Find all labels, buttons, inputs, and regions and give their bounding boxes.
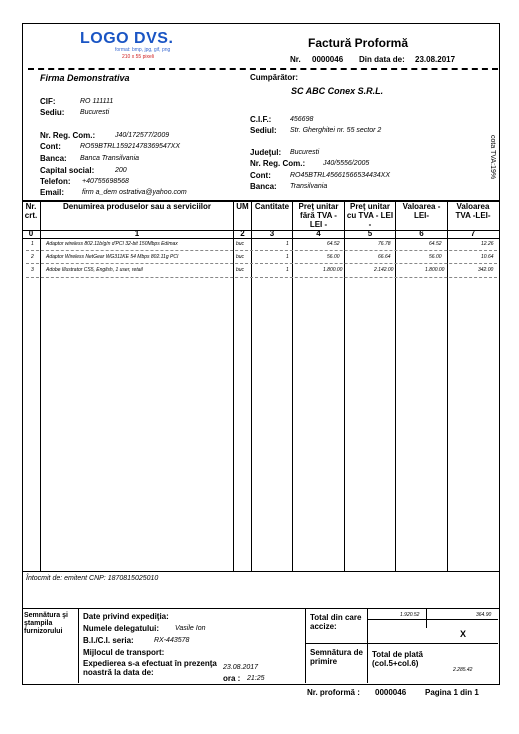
row-pret-cu-tva: 76.78: [378, 241, 391, 247]
supplier-name: Firma Demonstrativa: [40, 73, 130, 83]
header-um: UM: [236, 202, 249, 211]
row-separator: [26, 263, 497, 264]
supplier-banca-label: Banca:: [40, 154, 67, 163]
proforma-number-label: Nr. proformă :: [307, 688, 360, 697]
buyer-regcom: J40/5556/2005: [323, 160, 370, 167]
id-series-label: B.I./C.I. seria:: [83, 636, 134, 645]
row-nr: 1: [31, 241, 34, 247]
invoice-title: Factură Proformă: [308, 36, 409, 50]
header-separator: [28, 68, 498, 70]
header-denumire: Denumirea produselor sau a serviciilor: [62, 202, 212, 211]
row-separator: [26, 277, 497, 278]
footer-accize-divider: [305, 643, 498, 644]
buyer-label: Cumpărător:: [250, 73, 299, 82]
supplier-telefon-label: Telefon:: [40, 177, 71, 186]
col-number-7: 7: [470, 229, 476, 238]
supplier-sediu-label: Sediu:: [40, 108, 65, 117]
buyer-cont: RO45BTRL45661566534434XX: [290, 172, 391, 179]
row-denumire: Adaptor Wireless NetGear WG311KE 54 Mbps 802.11g PCI: [46, 254, 179, 260]
buyer-name: SC ABC Conex S.R.L.: [291, 86, 384, 96]
row-pret-fara-tva: 56.00: [327, 254, 340, 260]
buyer-sediu-label: Sediul:: [250, 126, 277, 135]
header-pret-fara-tva: Preţ unitar fără TVA - LEI -: [298, 202, 339, 229]
header-nr-crt: Nr. crt.: [24, 202, 38, 220]
col-number-2: 2: [240, 229, 245, 238]
supplier-sediu: Bucuresti: [80, 109, 110, 116]
expedition-time: 21:25: [247, 675, 265, 682]
row-valoarea: 1.800.00: [425, 267, 445, 273]
row-separator: [26, 250, 497, 251]
buyer-sediu: Str. Gherghitei nr. 55 sector 2: [290, 127, 382, 134]
row-nr: 2: [31, 254, 34, 260]
row-valoarea: 56.00: [429, 254, 442, 260]
supplier-capital: 200: [115, 167, 127, 174]
id-series: RX-443578: [154, 637, 190, 644]
col-number-6: 6: [419, 229, 424, 238]
supplier-signature-label: Semnătura şi ştampila furnizorului: [24, 612, 68, 635]
supplier-regcom-label: Nr. Reg. Com.:: [40, 131, 96, 140]
supplier-cont-label: Cont:: [40, 142, 61, 151]
row-valoarea-tva: 10.64: [481, 254, 494, 260]
col-number-3: 3: [269, 229, 275, 238]
delegate-name: Vasile Ion: [175, 625, 206, 632]
buyer-banca: Transilvania: [290, 183, 328, 190]
footer-col-2: [305, 608, 306, 683]
row-pret-cu-tva: 66.64: [378, 254, 391, 260]
buyer-cif-label: C.I.F.:: [250, 115, 272, 124]
supplier-email: firm a_dem ostrativa@yahoo.com: [82, 189, 187, 196]
supplier-cif-label: CIF:: [40, 97, 56, 106]
header-valoarea-tva: Valoarea TVA -LEI-: [455, 202, 491, 220]
buyer-banca-label: Banca:: [250, 182, 277, 191]
supplier-cont: RO59BTRL15921478369547XX: [80, 143, 181, 150]
total-label: Total din care accize:: [310, 613, 362, 631]
row-um: buc: [236, 267, 245, 273]
row-nr: 3: [31, 267, 34, 273]
logo-text-main: LOGO: [80, 30, 130, 47]
total-value: 1.920.52: [400, 612, 420, 618]
receipt-signature-label: Semnătura de primire: [310, 648, 363, 666]
buyer-cif: 456698: [290, 116, 314, 123]
logo-size-text: 210 x 55 pixeli: [122, 54, 154, 60]
invoice-number: 0000046: [312, 55, 344, 64]
supplier-email-label: Email:: [40, 188, 65, 197]
row-valoarea-tva: 12.26: [481, 241, 494, 247]
footer-top-border: [22, 608, 499, 609]
row-valoarea: 64.52: [429, 241, 442, 247]
total-payment-label: Total de plată (col.5+col.6): [372, 650, 423, 668]
header-cantitate: Cantitate: [254, 202, 290, 211]
prepared-by: Întocmit de: emitent CNP: 1870815025010: [26, 575, 159, 582]
logo-text-rest: DVS.: [129, 30, 174, 47]
invoice-number-label: Nr.: [290, 55, 301, 64]
shipping-info-label: Date privind expediţia:: [83, 612, 169, 621]
row-denumire: Adobe Illustrator CS5, English, 1 user, retail: [46, 267, 143, 273]
row-um: buc: [236, 254, 245, 260]
excise-mark: X: [460, 629, 467, 639]
total-payment-value: 2.285.42: [453, 667, 473, 673]
row-pret-cu-tva: 2.142.00: [374, 267, 394, 273]
invoice-date: 23.08.2017: [415, 55, 456, 64]
col-number-5: 5: [367, 229, 373, 238]
row-denumire: Adaptor wireless 802.11b/g/n d'PCI 32-bit 150Mbps Edimax: [46, 241, 178, 247]
row-pret-fara-tva: 64.52: [327, 241, 340, 247]
supplier-capital-label: Capital social:: [40, 166, 95, 175]
vat-rate-note: cota TVA:19%: [489, 135, 496, 180]
table-body-bottom: [22, 571, 499, 572]
header-pret-cu-tva: Preţ unitar cu TVA - LEI -: [346, 202, 394, 229]
invoice-date-label: Din data de:: [359, 55, 405, 64]
row-valoarea-tva: 342.00: [478, 267, 494, 273]
expedition-statement: Expedierea s-a efectuat în prezenţa noastră la data de:: [83, 659, 217, 677]
buyer-cont-label: Cont:: [250, 171, 271, 180]
buyer-judet: Bucuresti: [290, 149, 320, 156]
page-indicator: Pagina 1 din 1: [425, 688, 479, 697]
logo-format-text: format: bmp, jpg, gif, png: [115, 47, 171, 53]
row-cantitate: 1: [286, 254, 289, 260]
row-cantitate: 1: [286, 241, 289, 247]
logo: [80, 30, 190, 66]
total-vat-value: 364.90: [476, 612, 492, 618]
buyer-regcom-label: Nr. Reg. Com.:: [250, 159, 306, 168]
expedition-date: 23.08.2017: [223, 664, 259, 671]
supplier-banca: Banca Transilvania: [80, 155, 140, 162]
footer-col-4: [426, 608, 427, 628]
footer-total-divider: [367, 619, 498, 620]
table-row: [26, 265, 497, 277]
footer-col-1: [78, 608, 79, 683]
row-um: buc: [236, 241, 245, 247]
transport-label: Mijlocul de transport:: [83, 648, 165, 657]
col-number-4: 4: [316, 229, 321, 238]
row-pret-fara-tva: 1.800.00: [323, 267, 343, 273]
supplier-cif: RO 111111: [80, 98, 114, 105]
col-number-0: 0: [28, 229, 34, 238]
proforma-number: 0000046: [375, 688, 407, 697]
buyer-judet-label: Judeţul:: [250, 148, 282, 157]
supplier-telefon: +40755698568: [82, 178, 129, 185]
col-number-1: 1: [134, 229, 140, 238]
delegate-name-label: Numele delegatului:: [83, 624, 160, 633]
expedition-time-label: ora :: [223, 674, 241, 683]
header-valoarea: Valoarea -LEI-: [402, 202, 441, 220]
row-cantitate: 1: [286, 267, 289, 273]
supplier-regcom: J40/172577/2009: [115, 132, 170, 139]
